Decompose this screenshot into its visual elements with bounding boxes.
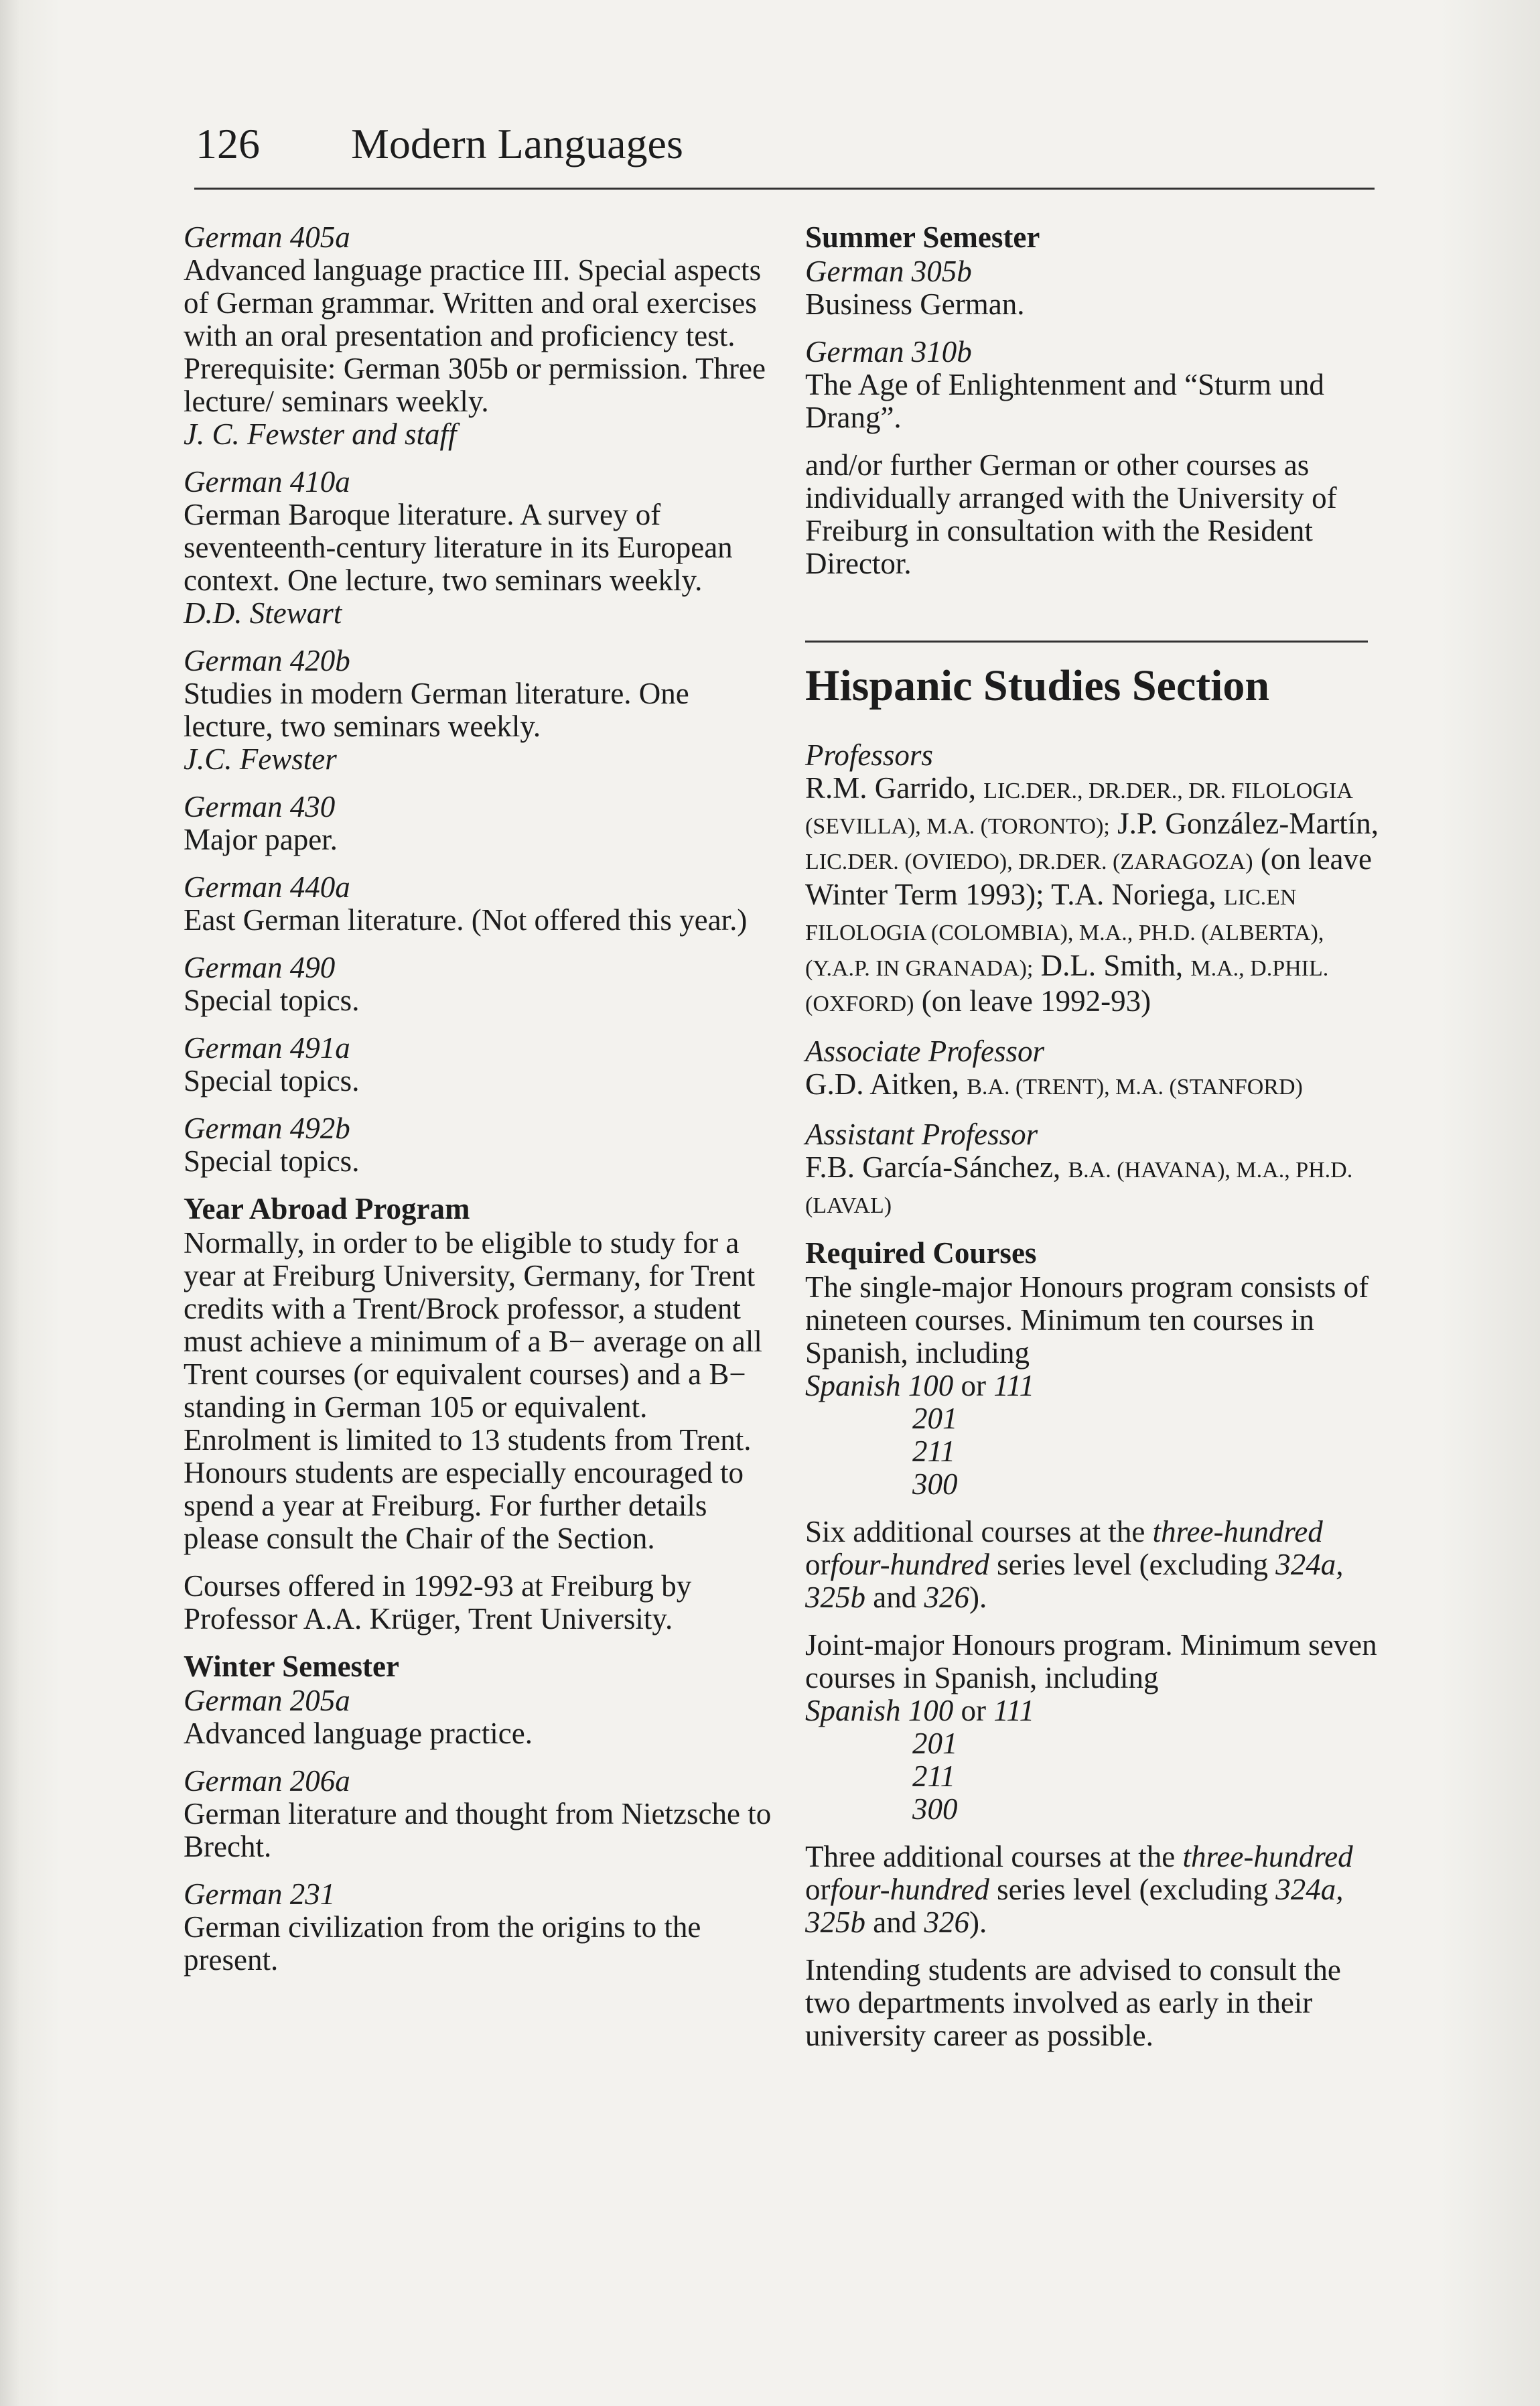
three-additional-text <box>805 1841 1381 1939</box>
assistant-label: Assistant Professor <box>805 1118 1038 1151</box>
course-description: East German literature. (Not offered this year.) <box>184 903 748 937</box>
close-paren-b: ). <box>969 1906 987 1939</box>
course-description: Major paper. <box>184 823 338 856</box>
required-course-number: 300 <box>912 1467 958 1501</box>
course-description: German literature and thought from Nietzsche to Brecht. <box>184 1797 772 1863</box>
four-hundred: four-hundred <box>830 1548 989 1581</box>
required-course-number: 211 <box>912 1759 956 1793</box>
winter-semester-heading: Winter Semester <box>184 1650 399 1683</box>
or-word-b: or <box>961 1694 987 1727</box>
spanish-course: Spanish 100 <box>805 1369 954 1402</box>
required-course-number: 201 <box>912 1402 958 1435</box>
course-list-b <box>805 1727 1381 1826</box>
course-entry <box>184 791 773 856</box>
page-header <box>196 119 1375 180</box>
summer-note: and/or further German or other courses as individually arranged with the University of Freiburg in consultation with the Resident Director. <box>805 448 1337 580</box>
course-description: Special topics. <box>184 984 360 1017</box>
year-abroad-heading: Year Abroad Program <box>184 1192 470 1225</box>
excluded-a-b: 324a, 325b <box>805 1873 1344 1939</box>
course-entry <box>184 951 773 1017</box>
single-major-text: The single-major Honours program consists of nineteen courses. Minimum ten courses in Spanish, including <box>805 1270 1369 1369</box>
course-description: Advanced language practice III. Special aspects of German grammar. Written and oral exercises with an oral presentation and proficiency test. Prerequisite: German 305b or permission. Three lecture/ seminars weekly. <box>184 253 766 418</box>
three-hundred-b: three-hundred <box>1182 1840 1353 1873</box>
winter-course-entry <box>184 1684 773 1750</box>
course-code: German 420b <box>184 644 350 677</box>
and-word-b: and <box>873 1906 917 1939</box>
close-paren: ). <box>969 1581 987 1614</box>
course-description: German Baroque literature. A survey of seventeenth-century literature in its European context. One lecture, two seminars weekly. <box>184 498 733 597</box>
or-word-2: or <box>805 1548 831 1581</box>
course-code: German 310b <box>805 335 972 369</box>
assistant-name: F.B. García-Sánchez, <box>805 1150 1061 1184</box>
intending-text: Intending students are advised to consult the two departments involved as early in their university career as possible. <box>805 1953 1341 2052</box>
three-additional-pre: Three additional courses at the <box>805 1840 1176 1873</box>
assistant-credentials: B.A. (HAVANA), M.A., PH.D. (LAVAL) <box>805 1158 1353 1218</box>
professor-name: D.L. Smith, <box>1040 949 1184 982</box>
section-heading: Hispanic Studies Section <box>805 661 1270 710</box>
professor-credentials: LIC.DER., DR.DER., DR. FILOLOGIA (SEVILLA), M.A. (TORONTO); <box>805 779 1352 839</box>
associate-name: G.D. Aitken, <box>805 1067 959 1101</box>
course-code: German 440a <box>184 870 350 904</box>
course-entry <box>184 871 773 937</box>
joint-major-text: Joint-major Honours program. Minimum seven courses in Spanish, including <box>805 1628 1377 1694</box>
course-code: German 205a <box>184 1684 350 1717</box>
summer-course-entry <box>805 255 1381 321</box>
required-course-number: 300 <box>912 1792 958 1826</box>
course-code: German 206a <box>184 1764 350 1798</box>
course-code: German 490 <box>184 951 336 984</box>
course-description: Studies in modern German literature. One lecture, two seminars weekly. <box>184 677 689 743</box>
assistant-professor <box>805 1151 1381 1222</box>
summer-course-entry <box>805 336 1381 434</box>
winter-course-entry <box>184 1878 773 1977</box>
right-column <box>805 221 1381 2067</box>
professor-credentials: LIC.EN FILOLOGIA (COLOMBIA), M.A., PH.D. (ALBERTA), (Y.A.P. IN GRANADA); <box>805 885 1324 981</box>
spanish-course-b: Spanish 100 <box>805 1694 954 1727</box>
course-entry <box>184 645 773 776</box>
course-entry <box>184 221 773 451</box>
course-code: German 405a <box>184 220 350 254</box>
or-word-3: or <box>805 1873 831 1906</box>
and-word: and <box>873 1581 917 1614</box>
course-description: The Age of Enlightenment and “Sturm und Drang”. <box>805 368 1324 434</box>
three-hundred: three-hundred <box>1152 1515 1323 1548</box>
course-code: German 491a <box>184 1031 350 1065</box>
course-code: German 492b <box>184 1112 350 1145</box>
page-number: 126 <box>196 120 260 168</box>
course-description: Special topics. <box>184 1144 360 1178</box>
header-rule <box>194 188 1375 190</box>
alt-course-b: 111 <box>993 1694 1035 1727</box>
courses-offered-text: Courses offered in 1992-93 at Freiburg by Professor A.A. Krüger, Trent University. <box>184 1569 692 1635</box>
course-code: German 430 <box>184 790 336 823</box>
course-entry <box>184 1112 773 1178</box>
course-list-a <box>805 1402 1381 1501</box>
spanish-line-b <box>805 1694 1381 1727</box>
spanish-line-a <box>805 1369 1381 1402</box>
running-title: Modern Languages <box>351 120 683 168</box>
winter-course-entry <box>184 1765 773 1863</box>
course-entry <box>184 1032 773 1097</box>
excluded-a: 324a, 325b <box>805 1548 1344 1614</box>
professors-list <box>805 772 1381 1020</box>
professor-name: R.M. Garrido, <box>805 771 976 805</box>
left-column <box>184 221 773 1991</box>
four-hundred-b: four-hundred <box>830 1873 989 1906</box>
professors-label: Professors <box>805 738 933 772</box>
year-abroad-text: Normally, in order to be eligible to study for a year at Freiburg University, Germany, for Trent credits with a Trent/Brock professor, a student must achieve a minimum of a B− average on all Trent courses (or equivalent courses) and a B− standing in German 105 or equivalent. Enrolment is limited to 13 students from Trent. Honours students are especially encouraged to spend a year at Freiburg. For further details please consult the Chair of the Section. <box>184 1226 762 1555</box>
associate-professor <box>805 1068 1381 1104</box>
required-course-number: 201 <box>912 1727 958 1760</box>
course-code: German 305b <box>805 255 972 288</box>
alt-course: 111 <box>993 1369 1035 1402</box>
associate-credentials: B.A. (TRENT), M.A. (STANFORD) <box>967 1075 1303 1099</box>
series-level-b: series level (excluding <box>997 1873 1269 1906</box>
required-courses-heading: Required Courses <box>805 1236 1037 1270</box>
course-instructor: J.C. Fewster <box>184 742 337 776</box>
course-description: Business German. <box>805 287 1025 321</box>
course-entry <box>184 466 773 630</box>
professor-note: (on leave Winter Term 1993); <box>805 842 1372 911</box>
course-code: German 410a <box>184 465 350 498</box>
professor-note: (on leave 1992-93) <box>921 984 1151 1018</box>
professor-credentials: M.A., D.PHIL. (OXFORD) <box>805 956 1329 1016</box>
course-instructor: D.D. Stewart <box>184 596 342 630</box>
section-rule <box>805 641 1368 643</box>
course-instructor: J. C. Fewster and staff <box>184 417 457 451</box>
course-description: German civilization from the origins to the present. <box>184 1910 701 1977</box>
excluded-b-b: 326 <box>924 1906 969 1939</box>
excluded-b: 326 <box>924 1581 969 1614</box>
required-course-number: 211 <box>912 1434 956 1468</box>
six-additional-text <box>805 1516 1381 1614</box>
professor-credentials: LIC.DER. (OVIEDO), DR.DER. (ZARAGOZA) <box>805 850 1253 874</box>
series-level: series level (excluding <box>997 1548 1269 1581</box>
course-code: German 231 <box>184 1877 336 1911</box>
associate-label: Associate Professor <box>805 1034 1045 1068</box>
summer-semester-heading: Summer Semester <box>805 220 1040 254</box>
course-description: Special topics. <box>184 1064 360 1097</box>
professor-name: J.P. González-Martín, <box>1117 807 1379 840</box>
or-word: or <box>961 1369 987 1402</box>
professor-name: T.A. Noriega, <box>1051 878 1216 911</box>
course-description: Advanced language practice. <box>184 1717 533 1750</box>
six-additional-pre: Six additional courses at the <box>805 1515 1145 1548</box>
